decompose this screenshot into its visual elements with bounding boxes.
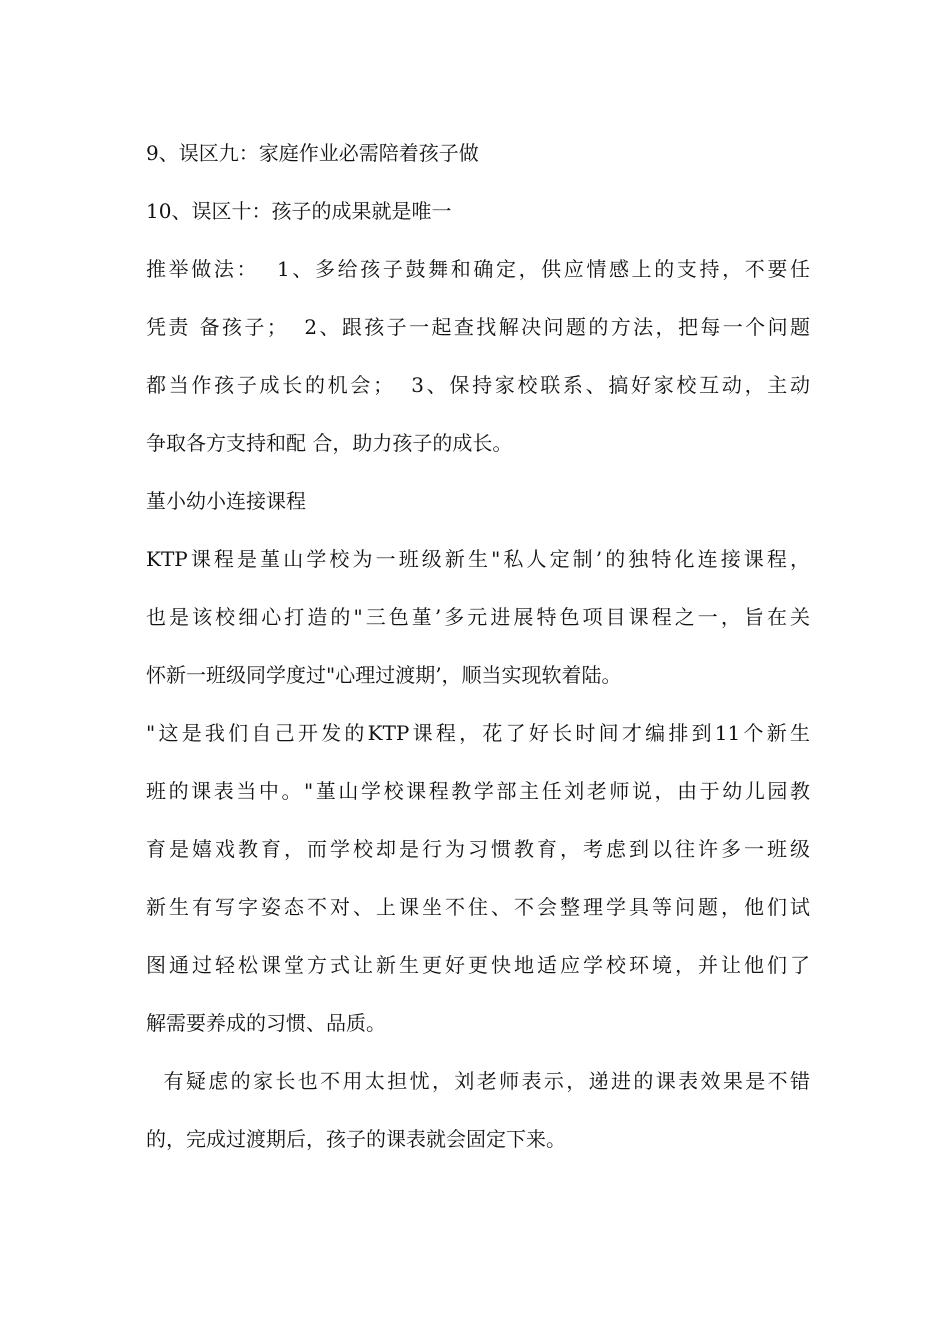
paragraph-line: KTP课程是堇山学校为一班级新生"私人定制’的独特化连接课程， <box>146 547 810 571</box>
paragraph-line: 争取各方支持和配 合，助力孩子的成长。 <box>146 431 513 455</box>
paragraph-line: 新生有写字姿态不对、上课坐不住、不会整理学具等问题，他们试 <box>146 895 810 919</box>
paragraph-line: 图通过轻松课堂方式让新生更好更快地适应学校环境，并让他们了 <box>146 953 810 977</box>
paragraph-line: 推举做法： 1、多给孩子鼓舞和确定，供应情感上的支持，不要任 <box>146 257 810 281</box>
paragraph-line: "这是我们自己开发的KTP课程，花了好长时间才编排到11个新生 <box>146 721 810 745</box>
paragraph-line: 的，完成过渡期后，孩子的课表就会固定下来。 <box>146 1127 566 1151</box>
paragraph-line: 也是该校细心打造的"三色堇’多元进展特色项目课程之一，旨在关 <box>146 605 810 629</box>
paragraph-line: 凭责 备孩子； 2、跟孩子一起查找解决问题的方法，把每一个问题 <box>146 315 810 339</box>
paragraph-line: 有疑虑的家长也不用太担忧，刘老师表示，递进的课表效果是不错 <box>146 1069 810 1093</box>
paragraph-line: 育是嬉戏教育，而学校却是行为习惯教育，考虑到以往许多一班级 <box>146 837 810 861</box>
paragraph-line: 9、误区九：家庭作业必需陪着孩子做 <box>146 141 479 165</box>
paragraph-line: 班的课表当中。"堇山学校课程教学部主任刘老师说，由于幼儿园教 <box>146 779 810 803</box>
paragraph-line: 解需要养成的习惯、品质。 <box>146 1011 386 1035</box>
section-heading: 堇小幼小连接课程 <box>146 489 306 513</box>
paragraph-line: 都当作孩子成长的机会； 3、保持家校联系、搞好家校互动，主动 <box>146 373 810 397</box>
paragraph-line: 10、误区十：孩子的成果就是唯一 <box>146 199 452 223</box>
paragraph-line: 怀新一班级同学度过"心理过渡期’，顺当实现软着陆。 <box>146 663 622 687</box>
document-body <box>146 131 810 1175</box>
